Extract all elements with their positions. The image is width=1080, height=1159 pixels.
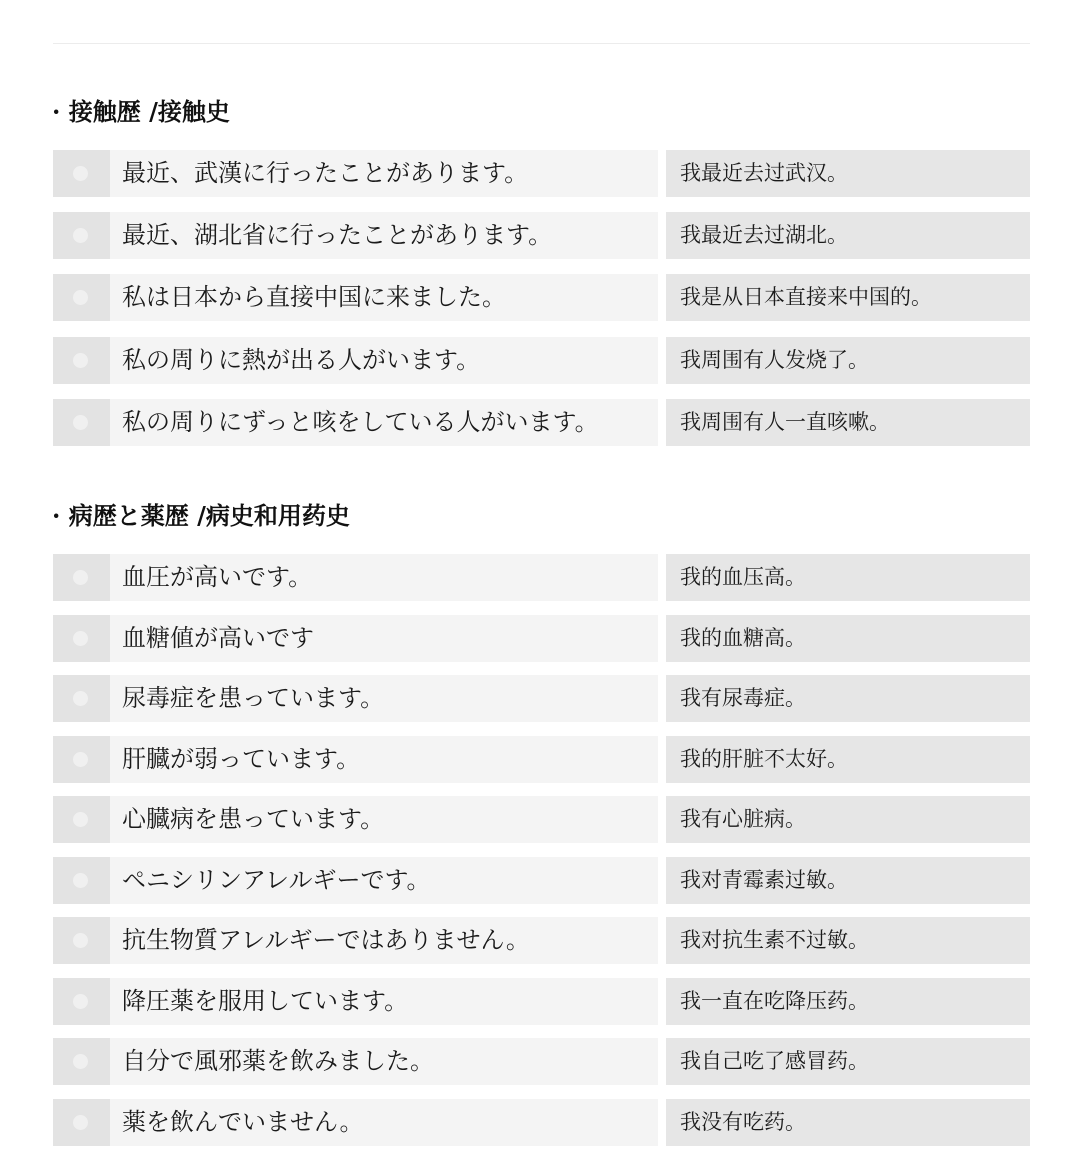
phrase-row[interactable] — [53, 796, 1030, 843]
radio-cell[interactable] — [53, 857, 110, 904]
radio-button[interactable] — [73, 570, 88, 585]
japanese-phrase: 抗生物質アレルギーではありません。 — [110, 917, 658, 964]
japanese-phrase: 血圧が高いです。 — [110, 554, 658, 601]
radio-button[interactable] — [73, 1054, 88, 1069]
phrase-row[interactable] — [53, 857, 1030, 904]
phrase-row[interactable] — [53, 675, 1030, 722]
chinese-translation: 我是从日本直接来中国的。 — [666, 274, 1030, 321]
phrase-row[interactable] — [53, 150, 1030, 197]
japanese-phrase: 肝臓が弱っています。 — [110, 736, 658, 783]
phrase-row[interactable] — [53, 1099, 1030, 1146]
radio-button[interactable] — [73, 353, 88, 368]
radio-button[interactable] — [73, 752, 88, 767]
radio-cell[interactable] — [53, 150, 110, 197]
radio-cell[interactable] — [53, 917, 110, 964]
japanese-phrase: 最近、武漢に行ったことがあります。 — [110, 150, 658, 197]
radio-cell[interactable] — [53, 274, 110, 321]
radio-cell[interactable] — [53, 978, 110, 1025]
japanese-phrase: 私は日本から直接中国に来ました。 — [110, 274, 658, 321]
japanese-phrase: ペニシリンアレルギーです。 — [110, 857, 658, 904]
radio-cell[interactable] — [53, 212, 110, 259]
japanese-phrase: 私の周りにずっと咳をしている人がいます。 — [110, 399, 658, 446]
radio-cell[interactable] — [53, 736, 110, 783]
radio-button[interactable] — [73, 631, 88, 646]
chinese-translation: 我的肝脏不太好。 — [666, 736, 1030, 783]
radio-button[interactable] — [73, 228, 88, 243]
chinese-translation: 我最近去过湖北。 — [666, 212, 1030, 259]
chinese-translation: 我有心脏病。 — [666, 796, 1030, 843]
chinese-translation: 我的血压高。 — [666, 554, 1030, 601]
chinese-translation: 我对青霉素过敏。 — [666, 857, 1030, 904]
radio-cell[interactable] — [53, 1099, 110, 1146]
japanese-phrase: 尿毒症を患っています。 — [110, 675, 658, 722]
japanese-phrase: 心臓病を患っています。 — [110, 796, 658, 843]
radio-button[interactable] — [73, 415, 88, 430]
radio-cell[interactable] — [53, 554, 110, 601]
japanese-phrase: 最近、湖北省に行ったことがあります。 — [110, 212, 658, 259]
radio-button[interactable] — [73, 994, 88, 1009]
phrase-row[interactable] — [53, 554, 1030, 601]
phrase-row[interactable] — [53, 917, 1030, 964]
japanese-phrase: 降圧薬を服用しています。 — [110, 978, 658, 1025]
section-title-medical-history: · 病歴と薬歴 /病史和用药史 — [52, 501, 350, 530]
radio-cell[interactable] — [53, 615, 110, 662]
phrase-row[interactable] — [53, 337, 1030, 384]
chinese-translation: 我没有吃药。 — [666, 1099, 1030, 1146]
radio-button[interactable] — [73, 290, 88, 305]
radio-cell[interactable] — [53, 399, 110, 446]
chinese-translation: 我周围有人一直咳嗽。 — [666, 399, 1030, 446]
phrase-row[interactable] — [53, 736, 1030, 783]
phrase-row[interactable] — [53, 274, 1030, 321]
chinese-translation: 我的血糖高。 — [666, 615, 1030, 662]
chinese-translation: 我自己吃了感冒药。 — [666, 1038, 1030, 1085]
chinese-translation: 我一直在吃降压药。 — [666, 978, 1030, 1025]
radio-button[interactable] — [73, 812, 88, 827]
japanese-phrase: 薬を飲んでいません。 — [110, 1099, 658, 1146]
chinese-translation: 我有尿毒症。 — [666, 675, 1030, 722]
radio-cell[interactable] — [53, 796, 110, 843]
section-title-contact-history: · 接触歴 /接触史 — [52, 97, 230, 126]
top-divider — [53, 43, 1030, 44]
phrase-row[interactable] — [53, 1038, 1030, 1085]
radio-button[interactable] — [73, 1115, 88, 1130]
chinese-translation: 我最近去过武汉。 — [666, 150, 1030, 197]
phrase-row[interactable] — [53, 978, 1030, 1025]
japanese-phrase: 自分で風邪薬を飲みました。 — [110, 1038, 658, 1085]
radio-cell[interactable] — [53, 337, 110, 384]
radio-button[interactable] — [73, 933, 88, 948]
chinese-translation: 我对抗生素不过敏。 — [666, 917, 1030, 964]
japanese-phrase: 血糖値が高いです — [110, 615, 658, 662]
phrase-row[interactable] — [53, 212, 1030, 259]
radio-button[interactable] — [73, 166, 88, 181]
radio-button[interactable] — [73, 873, 88, 888]
phrase-row[interactable] — [53, 399, 1030, 446]
japanese-phrase: 私の周りに熱が出る人がいます。 — [110, 337, 658, 384]
phrase-row[interactable] — [53, 615, 1030, 662]
radio-button[interactable] — [73, 691, 88, 706]
radio-cell[interactable] — [53, 675, 110, 722]
radio-cell[interactable] — [53, 1038, 110, 1085]
chinese-translation: 我周围有人发烧了。 — [666, 337, 1030, 384]
